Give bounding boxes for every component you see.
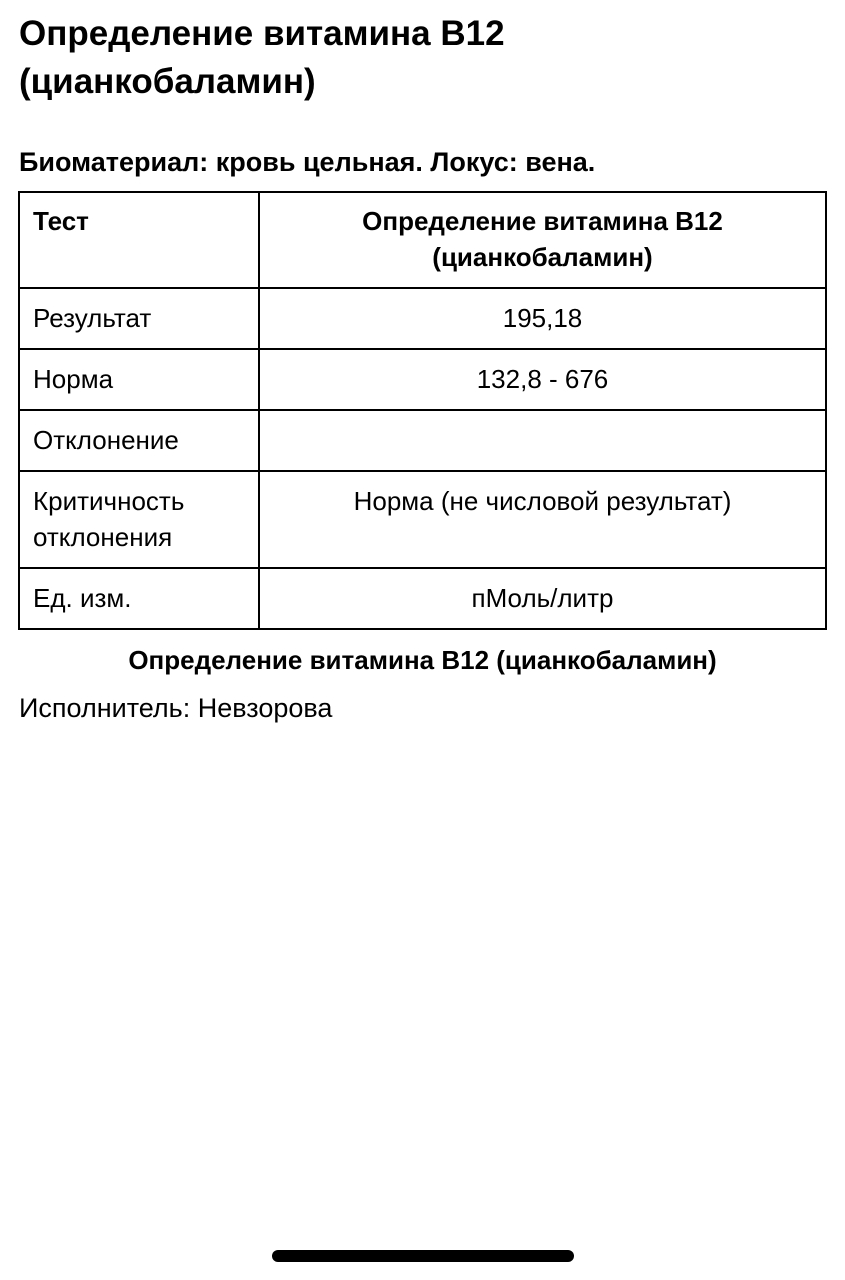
row-label: Норма bbox=[19, 349, 259, 410]
results-table bbox=[18, 191, 827, 630]
table-header-row bbox=[19, 192, 826, 288]
row-label: Ед. изм. bbox=[19, 568, 259, 629]
row-value bbox=[259, 410, 826, 471]
footer-test-name: Определение витамина B12 (цианкобаламин) bbox=[128, 645, 717, 675]
header-value-cell bbox=[259, 192, 826, 288]
executor-info: Исполнитель: Невзорова bbox=[19, 693, 333, 723]
table-row-deviation bbox=[19, 410, 826, 471]
page-title bbox=[19, 10, 819, 106]
row-label: Отклонение bbox=[19, 410, 259, 471]
page-title-line2: (цианкобаламин) bbox=[19, 62, 316, 101]
row-label-line1: Критичность bbox=[33, 486, 185, 516]
row-value: Норма (не числовой результат) bbox=[259, 471, 826, 568]
row-label bbox=[19, 471, 259, 568]
page-title-line1: Определение витамина B12 bbox=[19, 14, 505, 53]
header-value-line1: Определение витамина B12 bbox=[362, 206, 723, 236]
home-indicator[interactable] bbox=[272, 1250, 574, 1262]
row-value: 132,8 - 676 bbox=[259, 349, 826, 410]
row-value: пМоль/литр bbox=[259, 568, 826, 629]
row-label-line2: отклонения bbox=[33, 522, 173, 552]
biomaterial-info: Биоматериал: кровь цельная. Локус: вена. bbox=[19, 147, 596, 177]
row-value: 195,18 bbox=[259, 288, 826, 349]
header-label-cell: Тест bbox=[19, 192, 259, 288]
table-row-units bbox=[19, 568, 826, 629]
table-row-result bbox=[19, 288, 826, 349]
table-row-criticality bbox=[19, 471, 826, 568]
row-label: Результат bbox=[19, 288, 259, 349]
header-value-line2: (цианкобаламин) bbox=[432, 242, 653, 272]
table-row-norm bbox=[19, 349, 826, 410]
